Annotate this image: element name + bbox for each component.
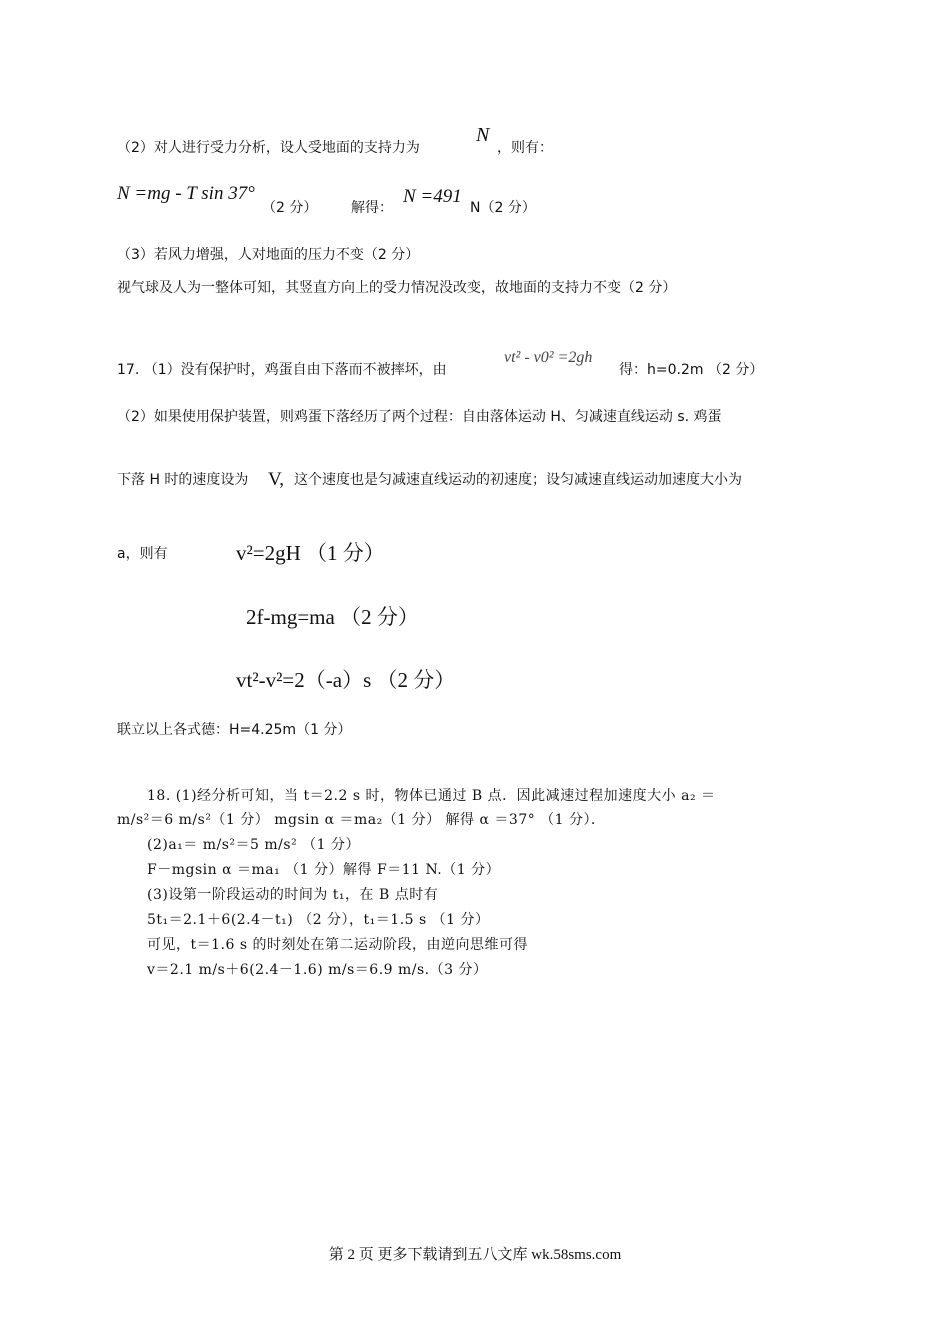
- q17-result: 联立以上各式德：H=4.25m（1 分）: [117, 722, 352, 738]
- q16-equation-2: N =491: [403, 186, 462, 207]
- q18-line7: 可见，t＝1.6 s 的时刻处在第二运动阶段，由逆向思维可得: [147, 937, 528, 953]
- q16-part2-line: [117, 139, 420, 157]
- q16-solve-label: 解得：: [351, 200, 393, 216]
- q16-part3: （3）若风力增强，人对地面的压力不变（2 分）: [117, 247, 420, 263]
- q18-line1: 18. (1)经分析可知，当 t＝2.2 s 时，物体已通过 B 点．因此减速过程加速度大小 a₂ ＝: [147, 788, 716, 804]
- q16-symbol-N: N: [476, 124, 490, 146]
- q17-line1-equation: vt² - v0² =2gh: [504, 349, 593, 366]
- q18-line8: v＝2.1 m/s＋6(2.4－1.6) m/s＝6.9 m/s.（3 分）: [147, 962, 488, 978]
- q17-equation-a: v²=2gH （1 分）: [236, 541, 385, 565]
- q16-equation-2-unit: N（2 分）: [470, 200, 536, 216]
- page-footer: 第 2 页 更多下载请到五八文库 wk.58sms.com: [328, 1247, 622, 1263]
- q16-equation-1-score: （2 分）: [262, 200, 318, 216]
- q18-line6: 5t₁＝2.1＋6(2.4－t₁) （2 分），t₁＝1.5 s （1 分）: [147, 912, 490, 928]
- q16-equation-1: N =mg - T sin 37°: [117, 183, 255, 204]
- q17-line2: （2）如果使用保护装置，则鸡蛋下落经历了两个过程：自由落体运动 H、匀减速直线运动 s. 鸡蛋: [117, 409, 722, 425]
- q17-equation-c: vt²-v²=2（-a）s （2 分）: [236, 668, 456, 692]
- q18-line5: (3)设第一阶段运动的时间为 t₁，在 B 点时有: [147, 887, 439, 903]
- q17-line1-prefix: 17. （1）没有保护时，鸡蛋自由下落而不被摔坏，由: [117, 362, 447, 378]
- q17-line3-v: V,: [268, 469, 285, 490]
- q17-equation-b: 2f-mg=ma （2 分）: [246, 605, 419, 629]
- q18-line4: F－mgsin α ＝ma₁ （1 分）解得 F＝11 N.（1 分）: [147, 862, 501, 878]
- q17-line4-prefix: a，则有: [117, 546, 168, 562]
- q17-line3-prefix: 下落 H 时的速度设为: [117, 472, 249, 488]
- q18-line3: (2)a₁＝ m/s²＝5 m/s² （1 分）: [147, 837, 360, 853]
- q17-line3-suffix: 这个速度也是匀减速直线运动的初速度；设匀减速直线运动加速度大小为: [294, 472, 742, 488]
- q16-part3-explanation: 视气球及人为一整体可知，其竖直方向上的受力情况没改变，故地面的支持力不变（2 分）: [117, 280, 677, 296]
- q16-part2-prefix: （2）对人进行受力分析，设人受地面的支持力为: [117, 140, 420, 156]
- q16-part2-suffix: ，则有：: [497, 140, 553, 156]
- q17-line1-suffix: 得：h=0.2m （2 分）: [619, 362, 764, 378]
- q18-line2: m/s²＝6 m/s²（1 分） mgsin α ＝ma₂（1 分） 解得 α ＝37° （1 分）．: [117, 812, 606, 828]
